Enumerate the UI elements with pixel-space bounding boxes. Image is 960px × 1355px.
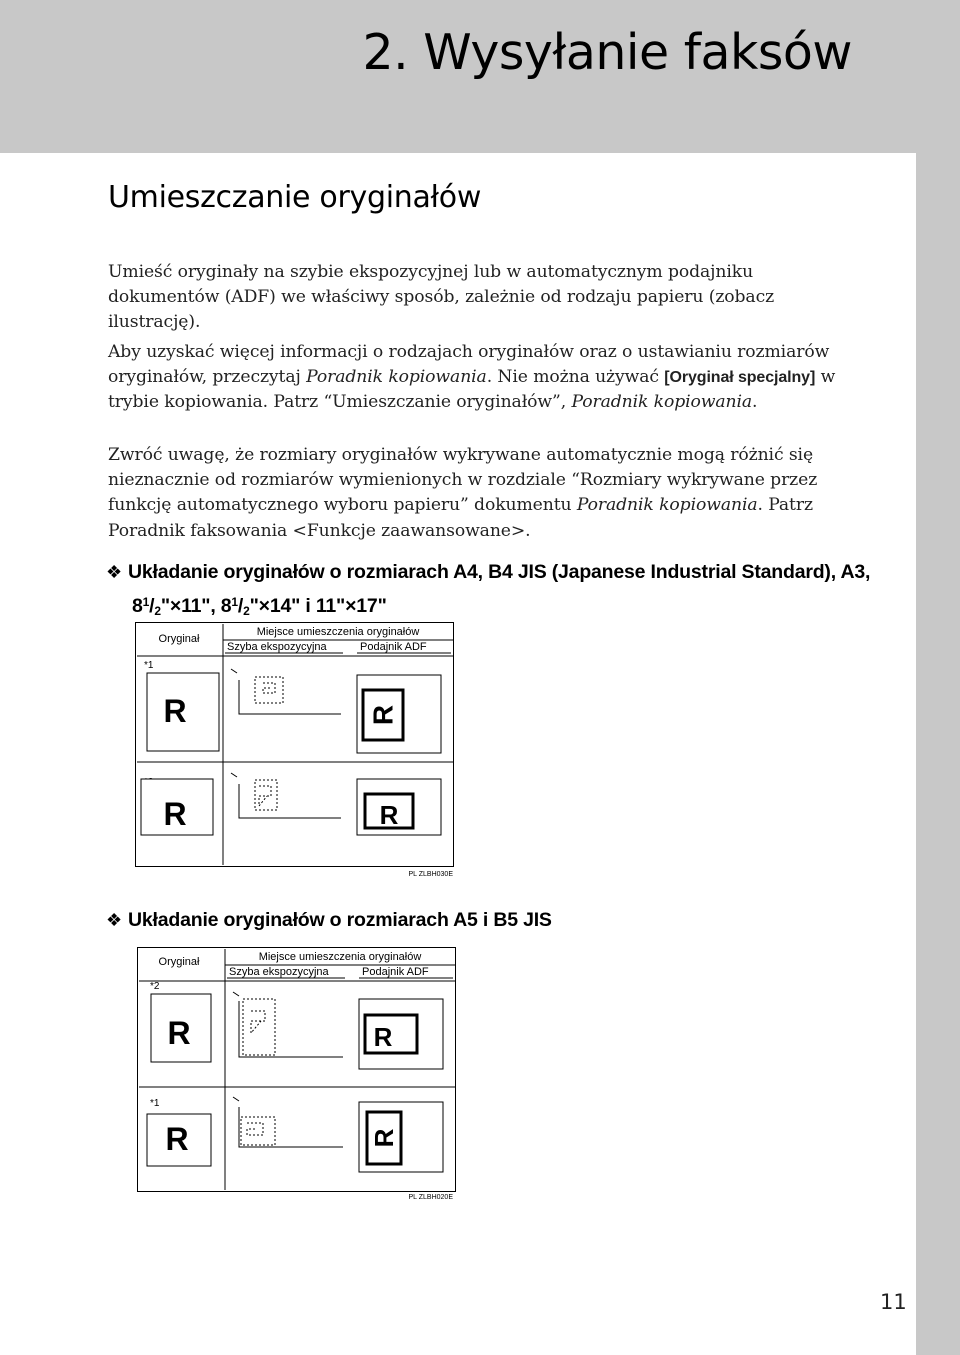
row-note-1: *1 bbox=[144, 660, 154, 671]
fraction-denominator: 2 bbox=[243, 604, 250, 618]
glass-dotted-letter bbox=[263, 683, 275, 693]
glass-dotted-original bbox=[255, 677, 283, 703]
size-text: "×14" i 11"×17" bbox=[249, 595, 387, 617]
column-glass-label: Szyba ekspozycyjna bbox=[227, 641, 327, 653]
figure-code: PL ZLBH020E bbox=[408, 1194, 453, 1201]
adf-letter-rotated: R bbox=[368, 1128, 399, 1148]
column-original-label: Oryginał bbox=[158, 633, 200, 645]
subsection-heading-large-sizes bbox=[106, 557, 886, 626]
chapter-title: 2. Wysyłanie faksów bbox=[362, 24, 852, 81]
fraction-numerator: 1 bbox=[142, 595, 150, 609]
adf-letter: R bbox=[373, 1022, 393, 1052]
original-letter: R bbox=[163, 796, 187, 832]
glass-corner-mark bbox=[233, 1097, 239, 1101]
glass-corner-mark bbox=[231, 773, 237, 777]
fraction-slash: / bbox=[237, 595, 244, 617]
side-band bbox=[916, 153, 960, 1355]
p2-text-c: w trybie kopiowania. Patrz “Umieszczanie oryginałów”, bbox=[108, 367, 836, 413]
glass-corner-mark bbox=[231, 669, 237, 673]
glass-corner-guide bbox=[239, 1001, 343, 1057]
column-adf-label: Podajnik ADF bbox=[362, 966, 429, 978]
glass-dotted-letter bbox=[259, 786, 271, 806]
section-title: Umieszczanie oryginałów bbox=[108, 180, 482, 215]
fraction-numerator: 1 bbox=[231, 595, 238, 609]
reference-copy-guide: Poradnik kopiowania bbox=[306, 367, 487, 388]
column-placement-label: Miejsce umieszczenia oryginałów bbox=[256, 626, 420, 638]
glass-dotted-original bbox=[243, 999, 275, 1055]
glass-dotted-original bbox=[241, 1117, 275, 1145]
paragraph-more-info bbox=[108, 340, 868, 416]
paragraph-note bbox=[108, 443, 868, 544]
diamond-bullet-icon: ❖ bbox=[106, 562, 122, 582]
special-original-label: [Oryginał specjalny] bbox=[664, 369, 816, 387]
glass-dotted-letter bbox=[251, 1011, 265, 1033]
column-adf-label: Podajnik ADF bbox=[360, 641, 427, 653]
glass-dotted-original bbox=[255, 780, 277, 810]
paragraph-intro: Umieść oryginały na szybie ekspozycyjnej lub w automatycznym podajniku dokumentów (ADF) we właściwy sposób, zależnie od rodzaju papieru (zobacz ilustrację). bbox=[108, 262, 775, 333]
subsection-heading-line2 bbox=[106, 587, 886, 626]
glass-corner-mark bbox=[233, 992, 239, 996]
placement-figure-small bbox=[137, 947, 457, 1203]
reference-copy-guide-3: Poradnik kopiowania bbox=[576, 495, 758, 516]
p2-text-d: . bbox=[752, 392, 758, 413]
subsection-title: Układanie oryginałów o rozmiarach A5 i B5 JIS bbox=[128, 909, 552, 931]
column-glass-label: Szyba ekspozycyjna bbox=[229, 966, 329, 978]
column-original-label: Oryginał bbox=[158, 956, 200, 968]
subsection-heading-line1 bbox=[106, 557, 886, 587]
size-text: "×11", 8 bbox=[160, 595, 232, 617]
row-note-2: *1 bbox=[150, 1098, 160, 1109]
glass-corner-guide bbox=[239, 680, 341, 714]
fraction-slash: / bbox=[149, 595, 155, 617]
adf-letter: R bbox=[379, 800, 399, 830]
column-placement-label: Miejsce umieszczenia oryginałów bbox=[258, 951, 422, 963]
p3-text-b: . Patrz Poradnik faksowania <Funkcje zaawansowane>. bbox=[108, 495, 813, 541]
glass-corner-guide bbox=[239, 1107, 343, 1147]
figure-code: PL ZLBH030E bbox=[408, 871, 453, 878]
original-letter: R bbox=[167, 1015, 191, 1051]
glass-corner-guide bbox=[239, 784, 341, 818]
fraction-denominator: 2 bbox=[154, 604, 161, 618]
reference-copy-guide-2: Poradnik kopiowania bbox=[571, 392, 753, 413]
subsection-heading-small-sizes bbox=[106, 905, 886, 935]
p2-text-a: Aby uzyskać więcej informacji o rodzajach oryginałów oraz o ustawianiu rozmiarów oryginałów, przeczytaj bbox=[108, 342, 830, 388]
adf-letter-rotated: R bbox=[367, 704, 399, 726]
diamond-bullet-icon: ❖ bbox=[106, 910, 122, 930]
original-letter: R bbox=[165, 1121, 189, 1157]
placement-figure-large bbox=[135, 622, 455, 878]
glass-dotted-letter bbox=[247, 1123, 263, 1135]
subsection-title-line1: Układanie oryginałów o rozmiarach A4, B4 JIS (Japanese Industrial Standard), A3, bbox=[128, 561, 871, 583]
p3-text-a: Zwróć uwagę, że rozmiary oryginałów wykrywane automatycznie mogą różnić się nieznacznie od rozmiarów wymienionych w rozdziale “Rozmiary wykrywane przez funkcję automatycznego wyboru papieru” dokumentu bbox=[108, 445, 818, 516]
page-number: 11 bbox=[880, 1290, 907, 1314]
original-letter: R bbox=[163, 693, 187, 729]
size-text: 8 bbox=[132, 595, 143, 617]
row-note-1: *2 bbox=[150, 981, 160, 992]
p2-text-b: . Nie można używać bbox=[486, 367, 665, 388]
